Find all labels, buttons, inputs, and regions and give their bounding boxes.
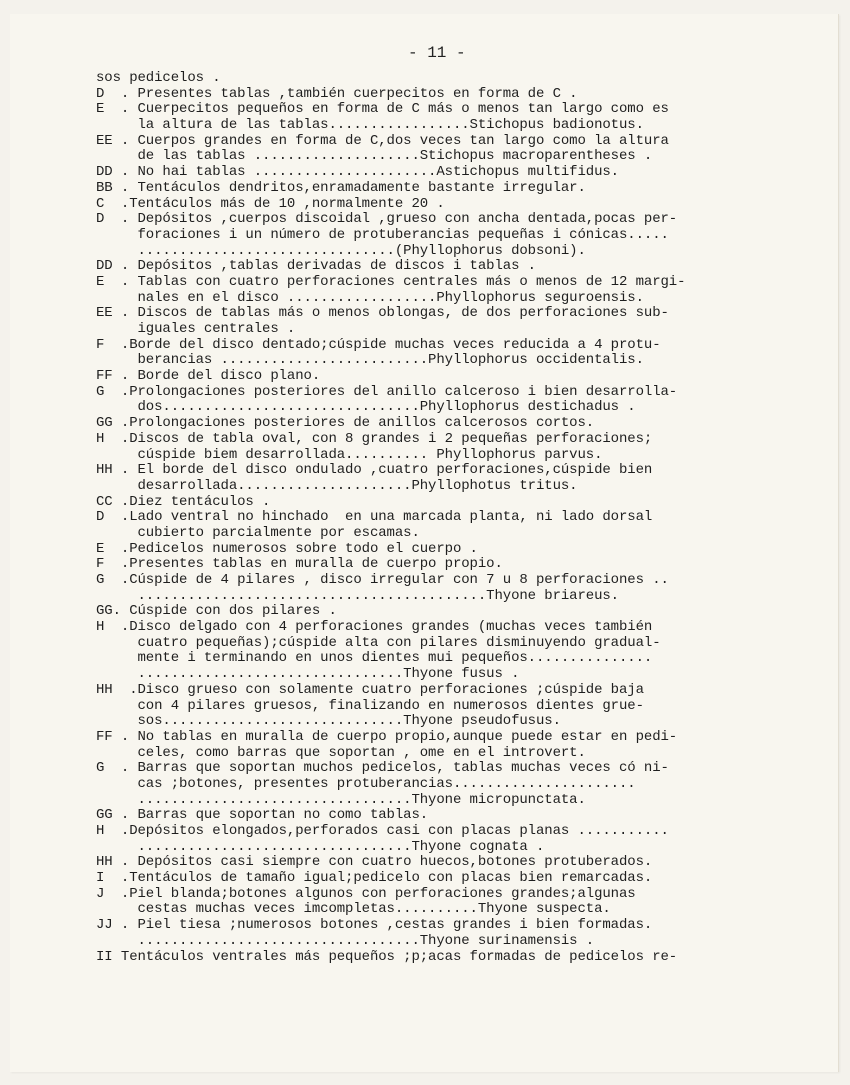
key-line: desarrollada.....................Phyllophotus tritus. <box>96 477 578 494</box>
key-line: foraciones i un número de protuberancias pequeñas i cónicas..... <box>96 226 669 243</box>
key-line: iguales centrales . <box>96 321 296 337</box>
key-line: de las tablas ....................Stichopus macroparentheses . <box>96 148 653 165</box>
key-line: E . Cuerpecitos pequeños en forma de C más o menos tan largo como es <box>96 101 669 118</box>
page-number: - 11 - <box>408 44 466 62</box>
key-line: cúspide biem desarrollada.......... Phyllophorus parvus. <box>96 446 603 463</box>
key-line: GG . Barras que soportan no como tablas. <box>96 807 429 824</box>
key-line: HH . Depósitos casi siempre con cuatro huecos,botones protuberados. <box>96 854 653 871</box>
key-line: GG. Cúspide con dos pilares . <box>96 603 337 620</box>
key-line: C .Tentáculos más de 10 ,normalmente 20 . <box>96 195 445 212</box>
key-line: ..................................Thyone surinamensis . <box>96 932 595 949</box>
key-line: FF . No tablas en muralla de cuerpo propio,aunque puede estar en pedi- <box>96 728 678 745</box>
key-line: E . Tablas con cuatro perforaciones centrales más o menos de 12 margi- <box>96 273 686 290</box>
key-line: dos...............................Phyllophorus destichadus . <box>96 399 636 416</box>
key-line: EE . Cuerpos grandes en forma de C,dos veces tan largo como la altura <box>96 132 669 149</box>
key-line: HH . El borde del disco ondulado ,cuatro perforaciones,cúspide bien <box>96 462 653 479</box>
key-line: celes, como barras que soportan , ome en el introvert. <box>96 744 586 761</box>
key-line: H .Disco delgado con 4 perforaciones grandes (muchas veces también <box>96 619 653 636</box>
key-line: FF . Borde del disco plano. <box>96 368 321 385</box>
key-line: G .Prolongaciones posteriores del anillo calceroso i bien desarrolla- <box>96 383 678 400</box>
key-line: ..........................................Thyone briareus. <box>96 587 619 604</box>
key-line: I .Tentáculos de tamaño igual;pedicelo con placas bien remarcadas. <box>96 870 653 887</box>
key-line: CC .Diez tentáculos . <box>96 493 271 510</box>
key-line: GG .Prolongaciones posteriores de anillos calcerosos cortos. <box>96 415 595 432</box>
key-line: JJ . Piel tiesa ;numerosos botones ,cestas grandes i bien formadas. <box>96 917 653 934</box>
key-line: H .Discos de tabla oval, con 8 grandes i 2 pequeñas perforaciones; <box>96 430 653 447</box>
key-line: D . Depósitos ,cuerpos discoidal ,grueso con ancha dentada,pocas per- <box>96 211 678 228</box>
key-line: ................................Thyone fusus . <box>96 666 520 683</box>
key-line: F .Borde del disco dentado;cúspide muchas veces reducida a 4 protu- <box>96 336 661 353</box>
key-line: cuatro pequeñas);cúspide alta con pilares disminuyendo gradual- <box>96 634 661 651</box>
key-line: D .Lado ventral no hinchado en una marcada planta, ni lado dorsal <box>96 509 653 526</box>
key-line: mente i terminando en unos dientes mui pequeños............... <box>96 650 653 667</box>
key-line: sos pedicelos . <box>96 70 221 86</box>
key-line: cas ;botones, presentes protuberancias...................... <box>96 775 636 792</box>
key-line: D . Presentes tablas ,también cuerpecitos en forma de C . <box>96 85 578 102</box>
key-line: BB . Tentáculos dendritos,enramadamente bastante irregular. <box>96 179 586 196</box>
key-line: la altura de las tablas.................Stichopus badionotus. <box>96 117 644 134</box>
key-line: con 4 pilares gruesos, finalizando en numerosos dientes grue- <box>96 697 644 714</box>
key-line: DD . No hai tablas ......................Astichopus multifidus. <box>96 164 619 181</box>
key-line: ...............................(Phyllophorus dobsoni). <box>96 242 586 259</box>
key-line: nales en el disco ..................Phyllophorus seguroensis. <box>96 289 644 306</box>
key-line: EE . Discos de tablas más o menos oblongas, de dos perforaciones sub- <box>96 305 669 322</box>
key-line: .................................Thyone cognata . <box>96 838 545 855</box>
taxonomic-key <box>96 71 685 965</box>
key-line: cestas muchas veces imcompletas..........Thyone suspecta. <box>96 901 611 918</box>
key-line: sos.............................Thyone pseudofusus. <box>96 713 561 730</box>
key-line: E .Pedicelos numerosos sobre todo el cuerpo . <box>96 540 478 557</box>
key-line: H .Depósitos elongados,perforados casi con placas planas ........... <box>96 823 669 839</box>
key-line: J .Piel blanda;botones algunos con perforaciones grandes;algunas <box>96 885 636 902</box>
key-line: HH .Disco grueso con solamente cuatro perforaciones ;cúspide baja <box>96 681 644 698</box>
key-line: G . Barras que soportan muchos pedicelos, tablas muchas veces có ni- <box>96 760 669 777</box>
key-line: II Tentáculos ventrales más pequeños ;p;acas formadas de pedicelos re- <box>96 948 678 965</box>
key-line: F .Presentes tablas en muralla de cuerpo propio. <box>96 556 503 573</box>
key-line: G .Cúspide de 4 pilares , disco irregular con 7 u 8 perforaciones .. <box>96 572 669 588</box>
key-line: DD . Depósitos ,tablas derivadas de discos i tablas . <box>96 258 536 275</box>
key-line: berancias .........................Phyllophorus occidentalis. <box>96 352 644 369</box>
key-line: .................................Thyone micropunctata. <box>96 791 586 808</box>
key-line: cubierto parcialmente por escamas. <box>96 524 420 541</box>
